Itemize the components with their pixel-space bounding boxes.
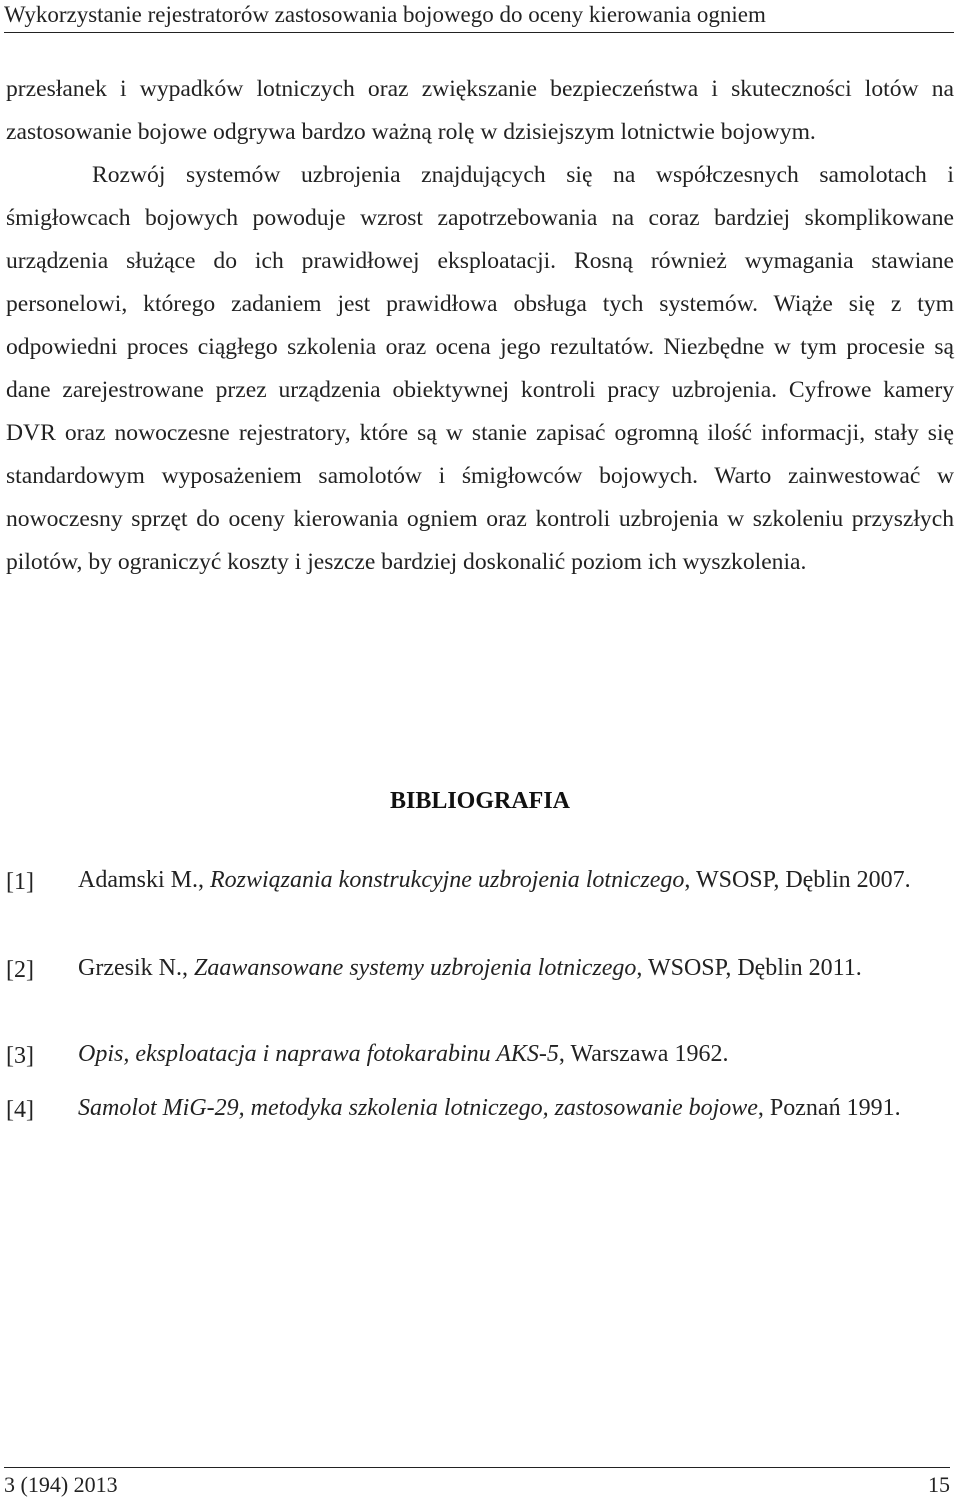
citation-text (78, 1038, 954, 1071)
citation-author: Grzesik N., (78, 955, 194, 981)
bibliography-item-3 (6, 1038, 954, 1071)
bibliography-item-1 (6, 864, 954, 897)
citation-publisher: , Warszawa 1962. (558, 1041, 729, 1067)
citation-title: Zaawansowane systemy uzbrojenia lotniczego (193, 955, 637, 981)
bibliography-heading: BIBLIOGRAFIA (389, 788, 571, 814)
bibliography-item-2 (6, 952, 954, 985)
running-header: Wykorzystanie rejestratorów zastosowania bojowego do oceny kierowania ogniem (4, 0, 954, 33)
page-footer (4, 1467, 950, 1502)
issue-number: 3 (194) 2013 (4, 1472, 118, 1497)
citation-title: Rozwiązania konstrukcyjne uzbrojenia lotniczego (210, 867, 685, 893)
page-number: 15 (928, 1472, 950, 1497)
citation-text (78, 952, 954, 985)
citation-number: [2] (6, 957, 34, 983)
citation-text (78, 1092, 954, 1125)
paragraph-1: przesłanek i wypadków lotniczych oraz zwiększanie bezpieczeństwa i skuteczności lotów na zastosowanie bojowe odgrywa bardzo ważną rolę w dzisiejszym lotnictwie bojowym. (6, 76, 954, 145)
citation-number: [1] (6, 869, 34, 895)
citation-number: [4] (6, 1097, 34, 1123)
citation-publisher: , Poznań 1991. (757, 1095, 901, 1121)
citation-author: Adamski M., (78, 867, 210, 893)
paragraph-2: Rozwój systemów uzbrojenia znajdujących się na współczesnych samolotach i śmigłowcach bojowych powoduje wzrost zapotrzebowania na coraz bardziej skomplikowane urządzenia służące do ich prawidłowej eksploatacji. Rosną również wymagania stawiane personelowi, którego zadaniem jest prawidłowa obsługa tych systemów. Wiąże się z tym odpowiedni proces ciągłego szkolenia oraz ocena jego rezultatów. Niezbędne w tym procesie są dane zarejestrowane przez urządzenia obiektywnej kontroli pracy uzbrojenia. Cyfrowe kamery DVR oraz nowoczesne rejestratory, które są w stanie zapisać ogromną ilość informacji, stały się standardowym wyposażeniem samolotów i śmigłowców bojowych. Warto zainwestować w nowoczesny sprzęt do oceny kierowania ogniem oraz kontroli uzbrojenia w szkoleniu przyszłych pilotów, by ograniczyć koszty i jeszcze bardziej doskonalić poziom ich wyszkolenia. (6, 162, 954, 575)
citation-title: Opis, eksploatacja i naprawa fotokarabinu AKS-5 (78, 1041, 559, 1067)
citation-publisher: , WSOSP, Dęblin 2011. (636, 955, 862, 981)
bibliography-item-4 (6, 1092, 954, 1125)
citation-text (78, 864, 954, 897)
body-text (6, 68, 954, 584)
citation-title: Samolot MiG-29, metodyka szkolenia lotniczego, zastosowanie bojowe (78, 1095, 758, 1121)
citation-publisher: , WSOSP, Dęblin 2007. (684, 867, 911, 893)
citation-number: [3] (6, 1043, 34, 1069)
